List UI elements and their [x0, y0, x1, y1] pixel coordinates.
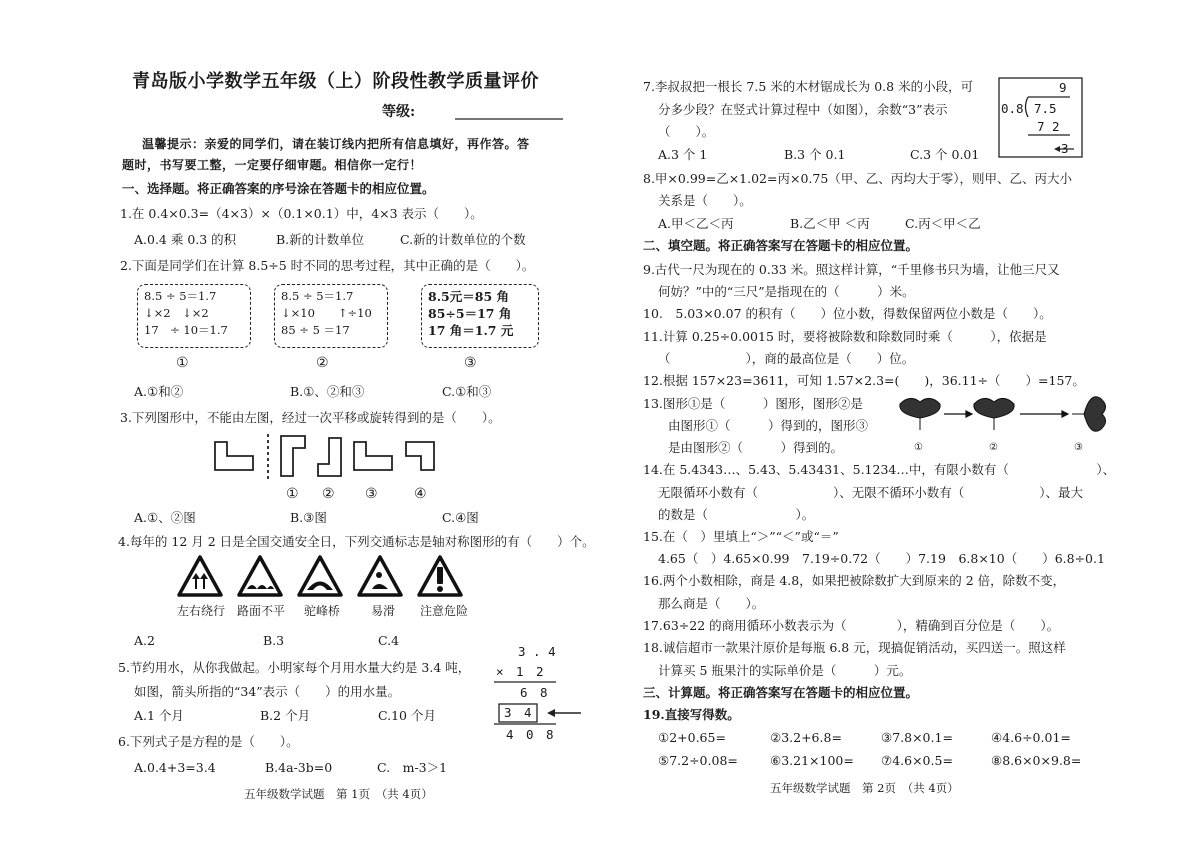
question-12: 12.根据 157×23=3611，可知 1.57×2.3=( )，36.11÷（ ）=157。	[643, 373, 1085, 388]
q3-label-1: ①	[286, 486, 299, 502]
q8-option-b: B.乙＜甲 ＜丙	[790, 216, 870, 231]
q6-option-a: A.0.4+3=3.4	[134, 760, 216, 775]
section-3-heading: 三、计算题。将正确答案写在答题卡的相应位置。	[643, 685, 919, 700]
q5-calc-multiplier: × 1 2	[496, 664, 544, 679]
exam-title: 青岛版小学数学五年级（上）阶段性教学质量评价	[132, 71, 539, 92]
q19-item-3: ③7.8×0.1=	[881, 730, 953, 745]
page-right	[600, 0, 1200, 847]
question-16-line-2: 那么商是（ ）。	[658, 596, 765, 611]
hint-line-1: 温馨提示：亲爱的同学们，请在装订线内把所有信息填好，再作答。答	[142, 137, 530, 151]
q3-label-2: ②	[322, 486, 335, 502]
question-5-line-1: 5.节约用水，从你我做起。小明家每个月用水量大约是 3.4 吨，	[118, 660, 471, 675]
arrow-left-icon	[545, 706, 585, 720]
q7-calc-remainder: 3	[1061, 141, 1069, 156]
q19-item-1: ①2+0.65=	[658, 730, 726, 745]
q3-label-4: ④	[414, 486, 427, 502]
q2-method-box-3	[421, 284, 539, 348]
q1-option-a: A.0.4 乘 0.3 的积	[134, 232, 237, 247]
q8-option-c: C.丙＜甲＜乙	[905, 216, 981, 231]
question-17: 17.63÷22 的商用循环小数表示为（ ），精确到百分位是（ ）。	[643, 618, 1060, 633]
question-4: 4.每年的 12 月 2 日是全国交通安全日，下列交通标志是轴对称图形的有（ ）个。	[118, 534, 595, 549]
q5-calc-partial-2: 3 4	[504, 705, 532, 720]
hint-line-2: 题时，书写要工整，一定要仔细审题。相信你一定行！	[122, 158, 423, 172]
question-13-line-2: 由图形①（ ）得到的，图形③	[668, 418, 869, 433]
q13-label-2: ②	[989, 442, 998, 453]
q4-option-c: C.4	[378, 633, 400, 648]
hump-bridge-sign-icon	[299, 557, 341, 595]
q4-sign-label-1: 左右绕行	[177, 604, 226, 618]
q19-item-7: ⑦4.6×0.5=	[881, 753, 953, 768]
question-1: 1.在 0.4×0.3=（4×3）×（0.1×0.1）中，4×3 表示（ ）。	[120, 206, 483, 221]
question-7-line-2: 分多少段？在竖式计算过程中（如图），余数“3”表示	[658, 102, 948, 117]
q5-option-b: B.2 个月	[260, 708, 311, 723]
q4-sign-label-4: 易滑	[371, 604, 396, 618]
q5-calc-multiplicand: 3 . 4	[518, 644, 556, 659]
q1-option-c: C.新的计数单位的个数	[400, 232, 526, 247]
q4-sign-label-5: 注意危险	[420, 604, 469, 618]
question-5-line-2: 如图，箭头所指的“34”表示（ ）的用水量。	[134, 684, 401, 699]
q13-label-3: ③	[1074, 442, 1083, 453]
grade-label: 等级:	[382, 104, 416, 120]
q2-box3-line: 85÷5＝17 角	[428, 306, 512, 321]
q2-box3-line: 8.5元＝85 角	[428, 289, 509, 304]
q3-option-b: B.③图	[290, 510, 327, 525]
q4-option-b: B.3	[263, 633, 285, 648]
q2-box3-line: 17 角＝1.7 元	[428, 323, 514, 338]
question-2: 2.下面是同学们在计算 8.5÷5 时不同的思考过程，其中正确的是（ ）。	[120, 258, 535, 273]
question-15: 15.在（ ）里填上“＞”“＜”或“＝”	[643, 529, 839, 544]
question-6: 6.下列式子是方程的是（ ）。	[118, 734, 299, 749]
q7-calc-product: 7 2	[1037, 119, 1060, 134]
q3-label-3: ③	[365, 486, 378, 502]
q6-option-c: C. m-3＞1	[377, 760, 448, 775]
question-11-line-1: 11.计算 0.25÷0.0015 时，要将被除数和除数同时乘（ ），依据是	[643, 329, 1047, 344]
page-1-footer: 五年级数学试题 第 1页 （共 4页）	[244, 787, 433, 801]
q7-option-a: A.3 个 1	[658, 147, 708, 162]
q2-box2-line: ↓×10 ↑÷10	[281, 306, 372, 320]
q7-division-figure	[998, 77, 1084, 159]
q7-calc-divisor: 0.8	[1001, 101, 1024, 116]
q3-shapes-figure	[205, 432, 445, 482]
q19-item-8: ⑧8.6×0×9.8=	[991, 753, 1082, 768]
q5-option-a: A.1 个月	[134, 708, 184, 723]
q3-option-c: C.④图	[442, 510, 479, 525]
ginkgo-leaf-rotated-icon	[1072, 397, 1106, 432]
q2-label-1: ①	[176, 355, 189, 371]
question-19: 19.直接写得数。	[643, 707, 740, 722]
q6-option-b: B.4a-3b=0	[265, 760, 333, 775]
question-13-line-3: 是由图形②（ ）得到的。	[668, 440, 844, 455]
detour-sign-icon	[179, 557, 221, 595]
q2-box2-line: 85 ÷ 5 ＝17	[281, 323, 350, 337]
q8-option-a: A.甲＜乙＜丙	[658, 216, 734, 231]
q4-option-a: A.2	[134, 633, 155, 648]
question-9-line-2: 何妨？”中的“三尺”是指现在的（ ）米。	[658, 284, 915, 299]
page-2-footer: 五年级数学试题 第 2页 （共 4页）	[770, 781, 959, 795]
q2-box1-line: 17 ÷ 10＝1.7	[144, 323, 228, 337]
grade-blank-line	[455, 118, 565, 122]
section-1-heading: 一、选择题。将正确答案的序号涂在答题卡的相应位置。	[122, 181, 435, 196]
question-10: 10. 5.03×0.07 的积有（ ）位小数，得数保留两位小数是（ ）。	[643, 306, 1052, 321]
q15-comparisons: 4.65（ ）4.65×0.99 7.19÷0.72（ ）7.19 6.8×10（ ）6.8÷0.1	[658, 551, 1105, 566]
q5-calc-partial-1: 6 8	[520, 685, 548, 700]
q19-item-6: ⑥3.21×100=	[770, 753, 854, 768]
q3-option-a: A.①、②图	[134, 510, 196, 525]
section-2-heading: 二、填空题。将正确答案写在答题卡的相应位置。	[643, 238, 919, 253]
question-14-line-1: 14.在 5.4343…、5.43、5.43431、5.1234…中，有限小数有（ ）、	[643, 462, 1116, 477]
question-8-line-2: 关系是（ ）。	[658, 193, 752, 208]
question-16-line-1: 16.两个小数相除，商是 4.8，如果把被除数扩大到原来的 2 倍，除数不变，	[643, 573, 1066, 588]
q19-item-5: ⑤7.2÷0.08=	[658, 753, 738, 768]
q7-calc-dividend: 7.5	[1034, 101, 1057, 116]
question-14-line-2: 无限循环小数有（ ）、无限不循环小数有（ ）、最大	[658, 485, 1084, 500]
question-13-line-1: 13.图形①是（ ）图形，图形②是	[643, 396, 863, 411]
q1-option-b: B.新的计数单位	[276, 232, 365, 247]
q7-option-b: B.3 个 0.1	[784, 147, 846, 162]
ginkgo-leaf-icon	[974, 398, 1014, 430]
question-7-line-3: （ ）。	[658, 124, 715, 139]
q2-option-c: C.①和③	[442, 384, 492, 399]
ginkgo-leaf-icon	[900, 398, 940, 430]
q2-label-3: ③	[464, 355, 477, 371]
q4-traffic-signs	[175, 553, 475, 601]
q7-calc-quotient: 9	[1059, 80, 1067, 95]
q4-sign-label-2: 路面不平	[237, 604, 286, 618]
q13-ginkgo-leaf-figures	[896, 392, 1126, 442]
uneven-road-sign-icon	[239, 557, 281, 595]
q19-item-2: ②3.2+6.8=	[770, 730, 842, 745]
question-11-line-2: （ ），商的最高位是（ ）位。	[658, 351, 915, 366]
q2-box2-line: 8.5 ÷ 5＝1.7	[281, 289, 354, 303]
question-8-line-1: 8.甲×0.99=乙×1.02=丙×0.75（甲、乙、丙均大于零），则甲、乙、丙大小	[643, 171, 1073, 186]
question-14-line-3: 的数是（ ）。	[658, 507, 815, 522]
question-7-line-1: 7.李叔叔把一根长 7.5 米的木材锯成长为 0.8 米的小段，可	[643, 79, 974, 94]
q2-box1-line: ↓×2 ↓×2	[144, 306, 209, 320]
q4-sign-label-3: 驼峰桥	[304, 604, 341, 618]
q7-option-c: C.3 个 0.01	[910, 147, 980, 162]
question-18-line-1: 18.诚信超市一款果汁原价是每瓶 6.8 元，现搞促销活动，买四送一。照这样	[643, 640, 1066, 655]
question-3: 3.下列图形中，不能由左图，经过一次平移或旋转得到的是（ ）。	[120, 410, 501, 425]
q5-option-c: C.10 个月	[378, 708, 436, 723]
question-18-line-2: 计算买 5 瓶果汁的实际单价是（ ）元。	[658, 663, 912, 678]
q2-option-b: B.①、②和③	[290, 384, 365, 399]
q2-box1-line: 8.5 ÷ 5＝1.7	[144, 289, 217, 303]
q13-label-1: ①	[914, 442, 923, 453]
q2-label-2: ②	[316, 355, 329, 371]
question-9-line-1: 9.古代一尺为现在的 0.33 米。照这样计算，“千里修书只为墙，让他三尺又	[643, 262, 1060, 277]
q2-method-box-1	[137, 284, 251, 348]
q2-option-a: A.①和②	[134, 384, 184, 399]
q2-method-box-2	[274, 284, 388, 348]
q19-item-4: ④4.6÷0.01=	[991, 730, 1071, 745]
q5-calc-product: 4 0 8	[506, 727, 554, 742]
